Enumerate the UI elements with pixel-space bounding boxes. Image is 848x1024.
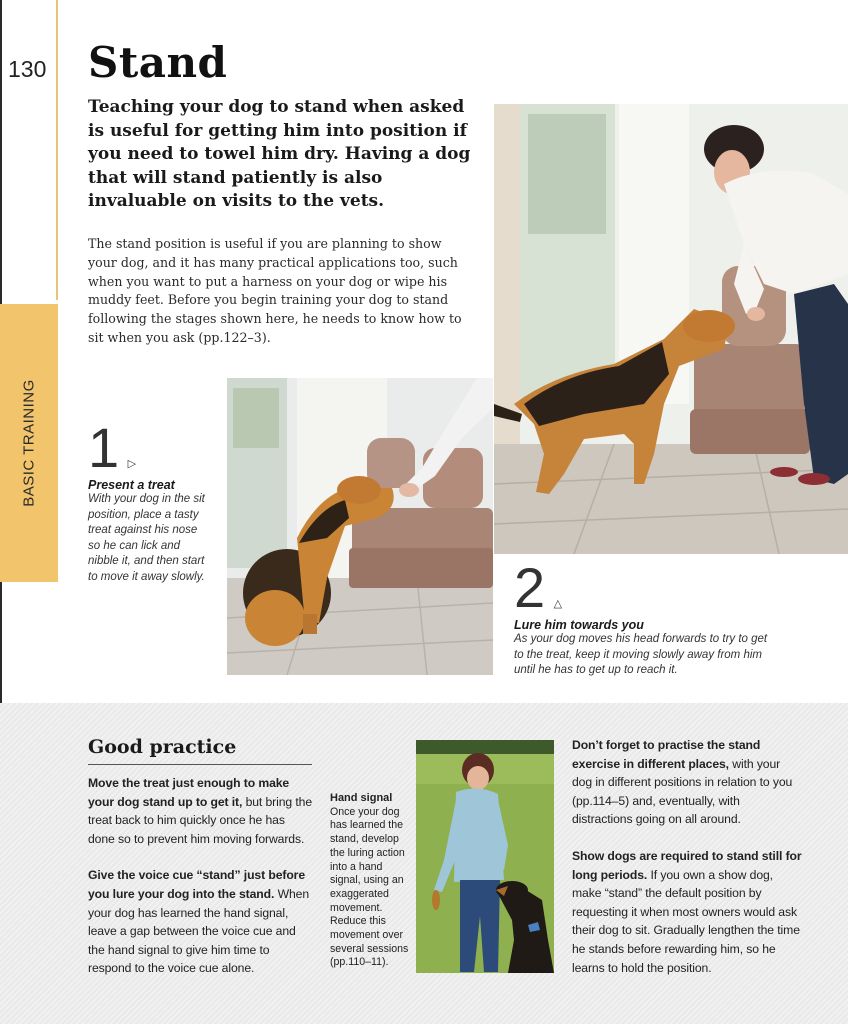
right-arrow-icon: ▷ <box>127 458 137 470</box>
step-1-title: Present a treat <box>88 478 175 492</box>
intro-paragraph: The stand position is useful if you are planning to show your dog, and it has many practical applications too, such when you want to put a harness on your dog or wipe his muddy feet. Before you begin training your dog to stand following the stages shown here, he needs to know how to sit when you ask (pp.122–3). <box>88 236 462 345</box>
practice-tip <box>88 866 313 978</box>
hand-signal-title: Hand signal <box>330 792 393 804</box>
photo-hand-signal <box>416 740 554 973</box>
practice-tip-lead: Don’t forget to practise the stand exercise in different places, <box>572 738 761 771</box>
good-practice-column-1 <box>88 774 313 978</box>
practice-tip <box>88 774 313 848</box>
section-tab-label: BASIC TRAINING <box>20 379 38 507</box>
photo-dog-standing-image <box>494 104 848 554</box>
good-practice-column-3 <box>572 736 802 977</box>
step-2-text: As your dog moves his head forwards to try to get to the treat, keep it moving slowly away from him until he has to get up to reach it. <box>514 633 768 676</box>
practice-tip-lead: Give the voice cue “stand” just before you lure your dog into the stand. <box>88 868 305 901</box>
lede-paragraph: Teaching your dog to stand when asked is useful for getting him into position if you need to towel him dry. Having a dog that will stand patiently is also invaluable on visits to the vets. <box>88 97 471 211</box>
good-practice-divider <box>88 764 312 765</box>
photo-dog-sitting <box>227 378 493 675</box>
step-2 <box>514 556 774 679</box>
practice-tip-text: with your dog in different positions in relation to you (pp.114–5) and, eventually, with distractions going on all around. <box>572 756 793 827</box>
section-tab <box>0 304 58 582</box>
practice-tip-text: When your dog has learned the hand signal, leave a gap between the voice cue and the hand signal to give him time to respond to the voice cue alone. <box>88 886 310 976</box>
hand-signal-text: Once your dog has learned the stand, develop the luring action into a hand signal, using an exaggerated movement. Reduce this movement over several sessions (pp.110–11). <box>330 805 409 969</box>
margin-rule <box>56 0 58 300</box>
practice-tip-text: If you own a show dog, make “stand” the default position by requesting it when most owners would ask their dog to sit. Gradually lengthen the time he stands before rewarding him, so he learns to hold the position. <box>572 867 800 975</box>
practice-tip-text: but bring the treat back to him quickly once he has done so to prevent him moving forwards. <box>88 794 313 846</box>
step-1-text: With your dog in the sit position, place a tasty treat against his nose so he can lick and nibble it, and then start to move it away slowly. <box>88 493 205 583</box>
step-1 <box>88 416 212 585</box>
hand-signal-caption <box>330 792 410 970</box>
step-2-title: Lure him towards you <box>514 618 644 632</box>
step-1-number: 1 <box>88 416 120 479</box>
step-2-number: 2 <box>514 556 546 619</box>
practice-tip <box>572 736 802 829</box>
good-practice-title: Good practice <box>88 736 237 758</box>
page-number: 130 <box>8 56 47 82</box>
photo-hand-signal-image <box>416 740 554 973</box>
practice-tip <box>572 847 802 977</box>
practice-tip-lead: Move the treat just enough to make your dog stand up to get it, <box>88 776 290 809</box>
photo-dog-sitting-image <box>227 378 493 675</box>
up-arrow-icon: △ <box>553 598 563 610</box>
photo-dog-standing <box>494 104 848 554</box>
page-title: Stand <box>88 38 228 87</box>
practice-tip-lead: Show dogs are required to stand still for long periods. <box>572 848 802 882</box>
